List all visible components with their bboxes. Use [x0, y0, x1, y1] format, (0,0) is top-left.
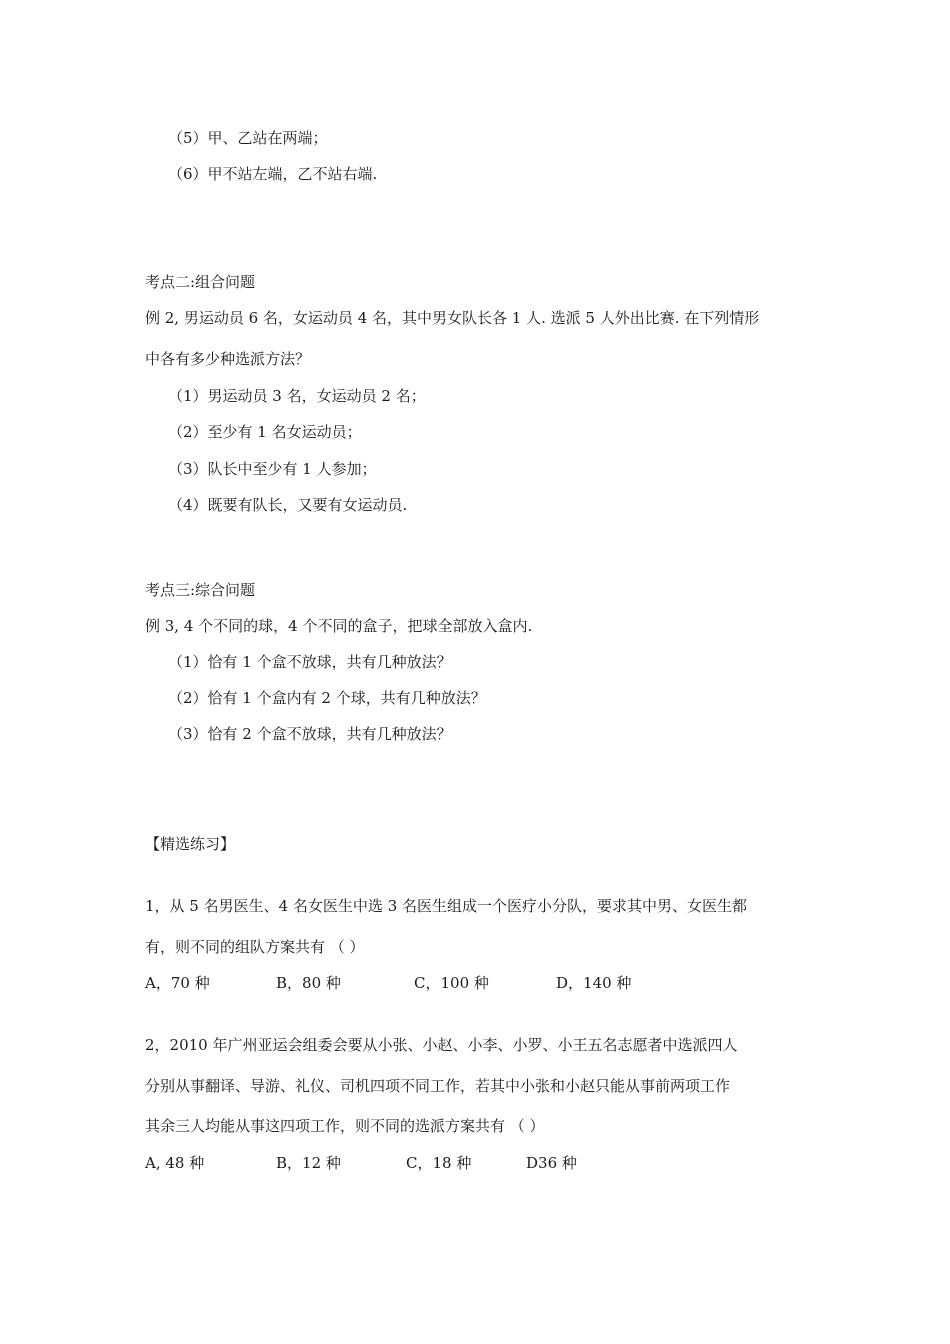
example-3-item-3: （3）恰有 2 个盒不放球，共有几种放法？	[168, 725, 452, 743]
example-2-item-4: （4）既要有队长，又要有女运动员.	[168, 496, 408, 514]
question-1-option-b: B，80 种	[276, 974, 341, 992]
section-heading-2: 考点二:组合问题	[145, 273, 256, 291]
section-heading-3: 考点三:综合问题	[145, 581, 256, 599]
question-1-line-2: 有，则不同的组队方案共有 （ ）	[145, 938, 365, 956]
example-2-item-2: （2）至少有 1 名女运动员；	[168, 423, 362, 441]
item-5: （5）甲、乙站在两端；	[168, 129, 328, 147]
example-2-item-3: （3）队长中至少有 1 人参加；	[168, 460, 377, 478]
question-1-option-c: C，100 种	[414, 974, 489, 992]
example-3-item-1: （1）恰有 1 个盒不放球，共有几种放法？	[168, 653, 452, 671]
item-6: （6）甲不站左端，乙不站右端.	[168, 165, 378, 183]
question-2-option-a: A, 48 种	[145, 1154, 205, 1172]
example-3-item-2: （2）恰有 1 个盒内有 2 个球，共有几种放法？	[168, 689, 486, 707]
question-2-option-d: D36 种	[526, 1154, 577, 1172]
question-2-line-1: 2，2010 年广州亚运会组委会要从小张、小赵、小李、小罗、小王五名志愿者中选派四人	[145, 1036, 738, 1054]
question-2-option-b: B，12 种	[276, 1154, 341, 1172]
question-1-line-1: 1，从 5 名男医生、4 名女医生中选 3 名医生组成一个医疗小分队，要求其中男、女医生都	[145, 897, 748, 915]
question-2-option-c: C，18 种	[406, 1154, 472, 1172]
question-1-option-d: D，140 种	[556, 974, 632, 992]
practice-heading: 【精选练习】	[145, 835, 236, 853]
question-1-option-a: A，70 种	[145, 974, 210, 992]
question-2-line-2: 分别从事翻译、导游、礼仪、司机四项不同工作，若其中小张和小赵只能从事前两项工作	[145, 1077, 731, 1095]
example-2-line-2: 中各有多少种选派方法？	[145, 350, 311, 368]
example-2-line-1: 例 2, 男运动员 6 名，女运动员 4 名，其中男女队长各 1 人. 选派 5 人外出比赛. 在下列情形	[145, 309, 760, 327]
example-2-item-1: （1）男运动员 3 名，女运动员 2 名；	[168, 387, 426, 405]
question-2-line-3: 其余三人均能从事这四项工作，则不同的选派方案共有 （ ）	[145, 1117, 545, 1135]
example-3-line-1: 例 3, 4 个不同的球，4 个不同的盒子，把球全部放入盒内.	[145, 617, 533, 635]
